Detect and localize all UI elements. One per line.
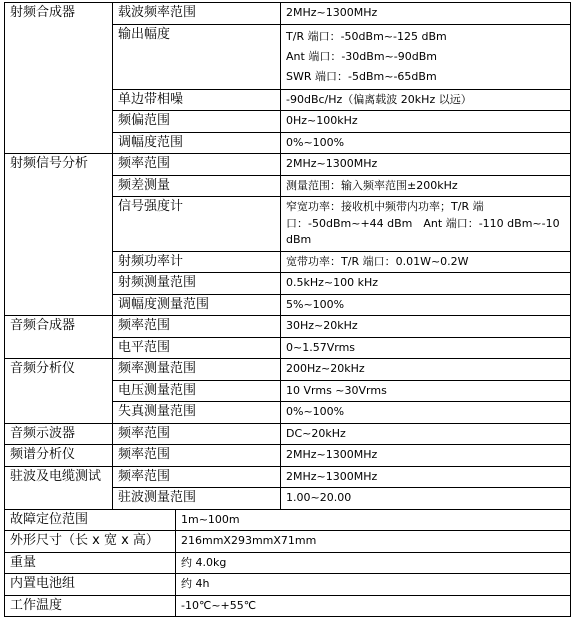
spec-row bbox=[5, 359, 571, 381]
param-value bbox=[281, 316, 571, 338]
general-value: -10℃~+55℃ bbox=[176, 595, 571, 617]
general-row bbox=[5, 595, 571, 617]
value-line: 0.5kHz~100 kHz bbox=[286, 276, 379, 289]
param-value bbox=[281, 154, 571, 176]
param-value bbox=[281, 337, 571, 359]
group-title: 音频合成器 bbox=[5, 316, 113, 359]
value-line: T/R 端口：-50dBm~-125 dBm bbox=[286, 29, 447, 43]
value-line: 窄宽功率：接收机中频带内功率；T/R 端口：-50dBm~+44 dBm Ant 端口：-110 dBm~-10 dBm bbox=[286, 200, 560, 246]
value-line: 2MHz~1300MHz bbox=[286, 157, 378, 170]
value-line: 10 Vrms ~30Vrms bbox=[286, 383, 387, 397]
param-value bbox=[281, 402, 571, 424]
group-title: 驻波及电缆测试 bbox=[5, 466, 113, 509]
param-value bbox=[281, 423, 571, 445]
spec-row bbox=[5, 3, 571, 25]
param-value bbox=[281, 3, 571, 25]
value-line: 测量范围：输入频率范围±200kHz bbox=[286, 178, 458, 192]
general-label: 重量 bbox=[5, 552, 176, 574]
group-title: 射频合成器 bbox=[5, 3, 113, 154]
general-value: 约 4.0kg bbox=[176, 552, 571, 574]
param-name: 电平范围 bbox=[113, 337, 281, 359]
param-name: 频差测量 bbox=[113, 175, 281, 197]
param-name: 输出幅度 bbox=[113, 24, 281, 89]
value-line: 2MHz~1300MHz bbox=[286, 6, 378, 19]
param-name: 驻波测量范围 bbox=[113, 488, 281, 510]
spec-row bbox=[5, 316, 571, 338]
param-value bbox=[281, 111, 571, 133]
param-value bbox=[281, 445, 571, 467]
param-value bbox=[281, 251, 571, 273]
param-value bbox=[281, 89, 571, 111]
param-value bbox=[281, 197, 571, 252]
param-name: 单边带相噪 bbox=[113, 89, 281, 111]
param-value bbox=[281, 488, 571, 510]
general-label: 工作温度 bbox=[5, 595, 176, 617]
param-name: 调幅度范围 bbox=[113, 132, 281, 154]
general-row bbox=[5, 552, 571, 574]
value-line: Ant 端口：-30dBm~-90dBm bbox=[286, 49, 437, 63]
group-title: 射频信号分析 bbox=[5, 154, 113, 316]
param-name: 射频测量范围 bbox=[113, 273, 281, 295]
value-line: 宽带功率：T/R 端口：0.01W~0.2W bbox=[286, 254, 469, 268]
value-line: 5%~100% bbox=[286, 297, 345, 311]
spec-row bbox=[5, 154, 571, 176]
param-name: 射频功率计 bbox=[113, 251, 281, 273]
value-line: 0%~100% bbox=[286, 405, 345, 418]
param-value bbox=[281, 294, 571, 316]
value-line: DC~20kHz bbox=[286, 426, 346, 440]
param-name: 频率测量范围 bbox=[113, 359, 281, 381]
value-line: 30Hz~20kHz bbox=[286, 319, 358, 332]
param-name: 载波频率范围 bbox=[113, 3, 281, 25]
param-value bbox=[281, 380, 571, 402]
spec-row bbox=[5, 423, 571, 445]
general-value: 1m~100m bbox=[176, 509, 571, 531]
value-line: 1.00~20.00 bbox=[286, 491, 352, 504]
param-value bbox=[281, 132, 571, 154]
value-line: SWR 端口：-5dBm~-65dBm bbox=[286, 69, 437, 83]
general-row bbox=[5, 509, 571, 531]
general-value: 约 4h bbox=[176, 574, 571, 596]
value-line: 0~1.57Vrms bbox=[286, 340, 356, 354]
param-value bbox=[281, 359, 571, 381]
param-name: 频率范围 bbox=[113, 154, 281, 176]
value-line: 0Hz~100kHz bbox=[286, 114, 358, 127]
value-line: 200Hz~20kHz bbox=[286, 362, 365, 375]
general-value: 216mmX293mmX71mm bbox=[176, 531, 571, 553]
group-title: 频谱分析仪 bbox=[5, 445, 113, 467]
general-label: 内置电池组 bbox=[5, 574, 176, 596]
param-name: 频率范围 bbox=[113, 445, 281, 467]
param-name: 频率范围 bbox=[113, 466, 281, 488]
group-title: 音频分析仪 bbox=[5, 359, 113, 424]
param-value bbox=[281, 175, 571, 197]
value-line: 2MHz~1300MHz bbox=[286, 448, 378, 461]
param-name: 失真测量范围 bbox=[113, 402, 281, 424]
value-line: 0%~100% bbox=[286, 135, 345, 149]
param-name: 频率范围 bbox=[113, 423, 281, 445]
spec-row bbox=[5, 466, 571, 488]
general-label: 故障定位范围 bbox=[5, 509, 176, 531]
value-line: -90dBc/Hz（偏离载波 20kHz 以远） bbox=[286, 92, 472, 106]
param-value bbox=[281, 466, 571, 488]
param-name: 频率范围 bbox=[113, 316, 281, 338]
general-label: 外形尺寸（长 x 宽 x 高） bbox=[5, 531, 176, 553]
param-name: 频偏范围 bbox=[113, 111, 281, 133]
general-row bbox=[5, 531, 571, 553]
param-name: 电压测量范围 bbox=[113, 380, 281, 402]
group-title: 音频示波器 bbox=[5, 423, 113, 445]
param-name: 调幅度测量范围 bbox=[113, 294, 281, 316]
param-name: 信号强度计 bbox=[113, 197, 281, 252]
param-value bbox=[281, 273, 571, 295]
param-value bbox=[281, 24, 571, 89]
general-row bbox=[5, 574, 571, 596]
spec-row bbox=[5, 445, 571, 467]
spec-table bbox=[4, 2, 571, 617]
value-line: 2MHz~1300MHz bbox=[286, 469, 378, 483]
